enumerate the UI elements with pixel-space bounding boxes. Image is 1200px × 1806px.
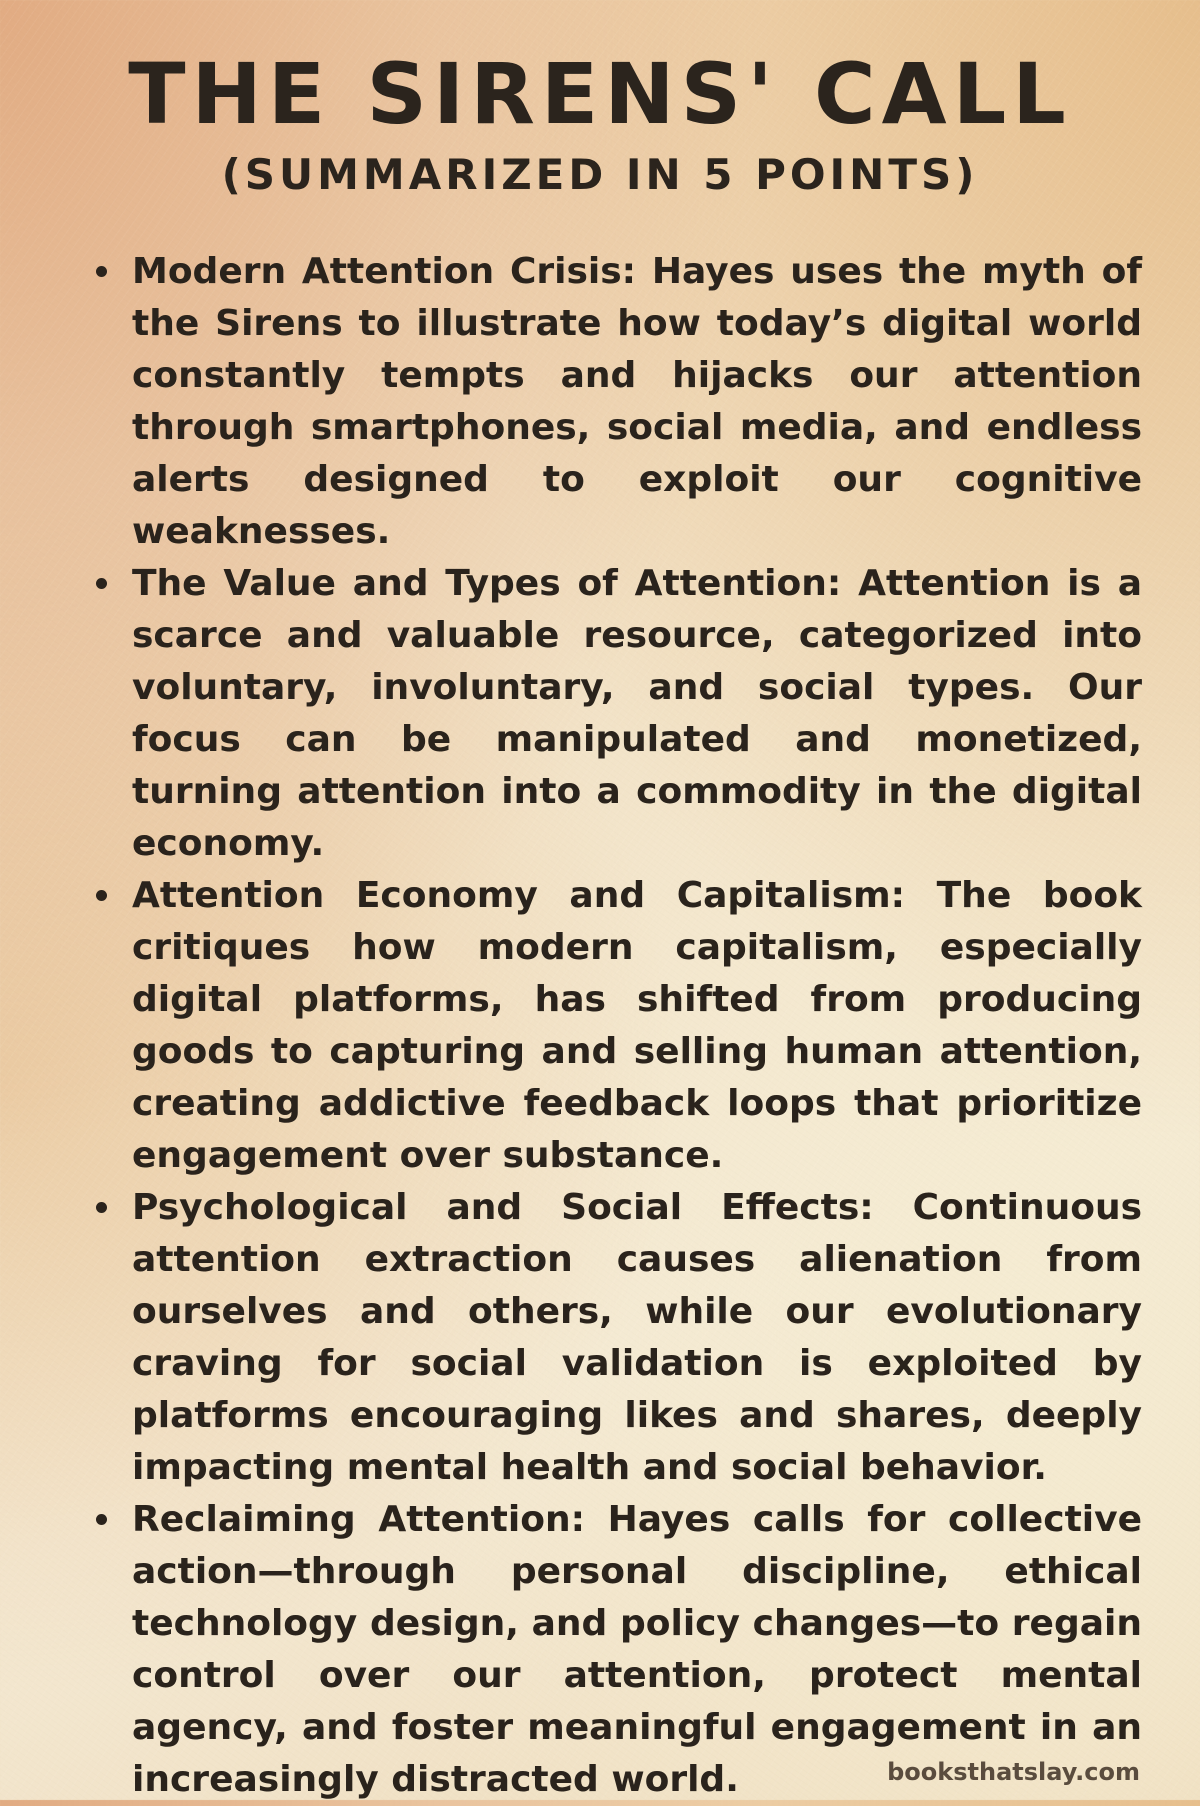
bullet-dot-icon <box>96 890 107 901</box>
summary-points-list <box>88 246 1142 1806</box>
bullet-dot-icon <box>96 1202 107 1213</box>
bullet-dot-icon <box>96 578 107 589</box>
page-title: THE SIRENS' CALL <box>128 45 1072 143</box>
summary-point-text: Modern Attention Crisis: Hayes uses the myth of the Sirens to illustrate how today’s digital world constantly tempts and hijacks our attention through smartphones, social media, and endless alerts designed to exploit our cognitive weaknesses. <box>132 251 1142 552</box>
summary-point-1 <box>88 246 1142 558</box>
bullet-dot-icon <box>96 1514 107 1525</box>
summary-point-3 <box>88 870 1142 1182</box>
summary-point-text: The Value and Types of Attention: Attention is a scarce and valuable resource, categorized into voluntary, involuntary, and social types. Our focus can be manipulated and monetized, turning attention into a commodity in the digital economy. <box>132 563 1142 864</box>
summary-point-text: Psychological and Social Effects: Continuous attention extraction causes alienation from ourselves and others, while our evolutionary craving for social validation is exploited by platforms encouraging likes and shares, deeply impacting mental health and social behavior. <box>132 1187 1142 1488</box>
summary-point-text: Attention Economy and Capitalism: The book critiques how modern capitalism, especially digital platforms, has shifted from producing goods to capturing and selling human attention, creating addictive feedback loops that prioritize engagement over substance. <box>132 875 1142 1176</box>
bullet-dot-icon <box>96 266 107 277</box>
source-link[interactable]: booksthatslay.com <box>887 1758 1140 1786</box>
summary-point-text: Reclaiming Attention: Hayes calls for collective action—through personal discipline, ethical technology design, and policy changes—to regain control over our attention, protect mental agency, and foster meaningful engagement in an increasingly distracted world. <box>132 1499 1142 1800</box>
page-subtitle: (SUMMARIZED IN 5 POINTS) <box>221 150 979 199</box>
summary-point-4 <box>88 1182 1142 1494</box>
summary-point-2 <box>88 558 1142 870</box>
